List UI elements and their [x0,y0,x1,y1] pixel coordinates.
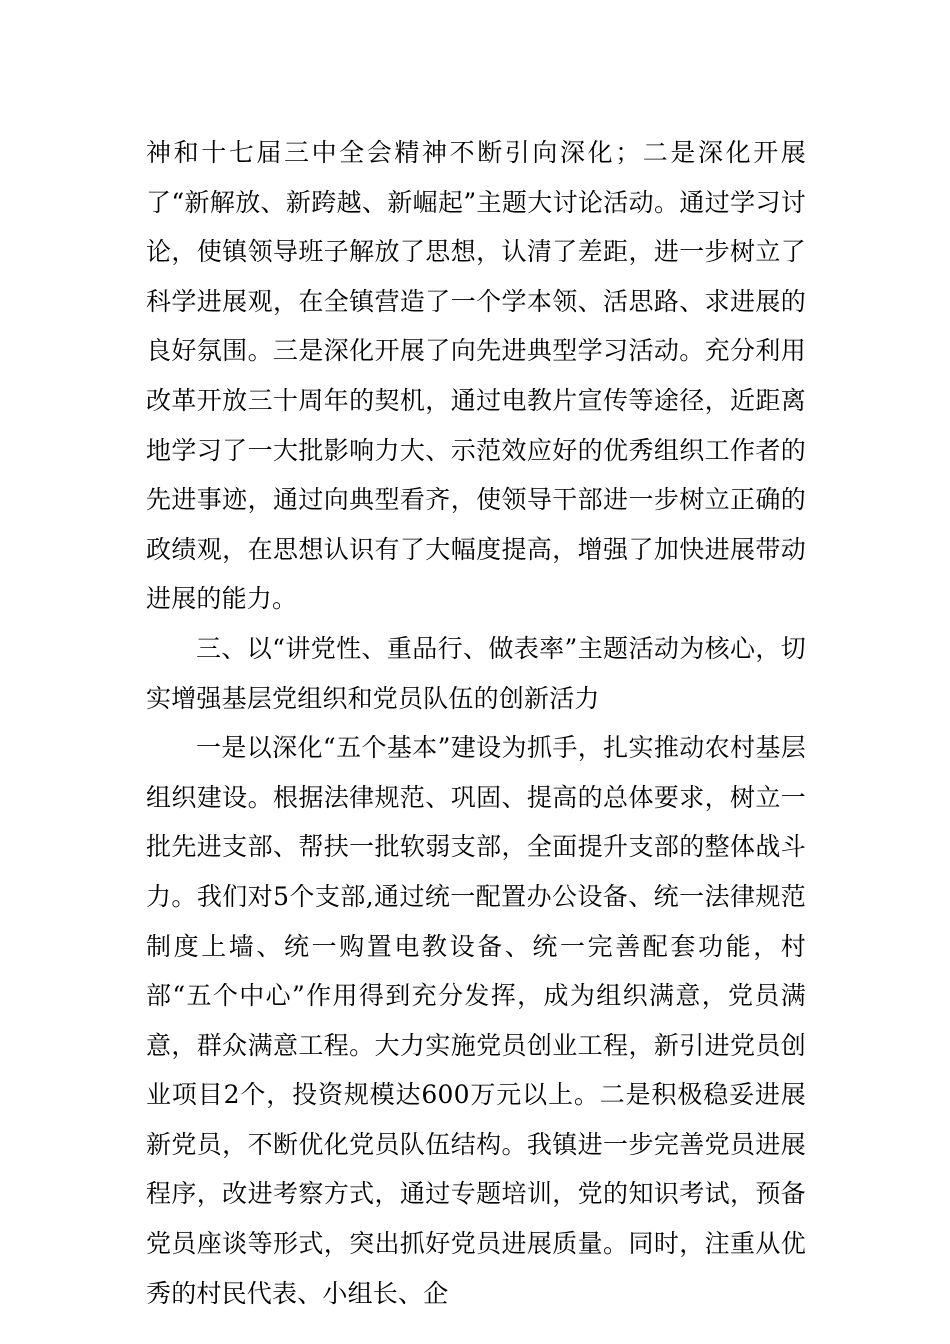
section-heading-three: 三、以“讲党性、重品行、做表率”主题活动为核心，切实增强基层党组织和党员队伍的创新活力 [146,633,806,713]
document-page [146,128,806,1318]
paragraph-continued: 神和十七届三中全会精神不断引向深化；二是深化开展了“新解放、新跨越、新崛起”主题大讨论活动。通过学习讨论，使镇领导班子解放了思想，认清了差距，进一步树立了科学进展观，在全镇营造了一个学本领、活思路、求进展的良好氛围。三是深化开展了向先进典型学习活动。充分利用改革开放三十周年的契机，通过电教片宣传等途径，近距离地学习了一大批影响力大、示范效应好的优秀组织工作者的先进事迹，通过向典型看齐，使领导干部进一步树立正确的政绩观，在思想认识有了大幅度提高，增强了加快进展带动进展的能力。 [146,138,806,614]
paragraph-body: 一是以深化“五个基本”建设为抓手，扎实推动农村基层组织建设。根据法律规范、巩固、提高的总体要求，树立一批先进支部、帮扶一批软弱支部，全面提升支部的整体战斗力。我们对5个支部,通过统一配置办公设备、统一法律规范制度上墙、统一购置电教设备、统一完善配套功能，村部“五个中心”作用得到充分发挥，成为组织满意，党员满意，群众满意工程。大力实施党员创业工程，新引进党员创业项目2个，投资规模达600万元以上。二是积极稳妥进展新党员，不断优化党员队伍结构。我镇进一步完善党员进展程序，改进考察方式，通过专题培训，党的知识考试，预备党员座谈等形式，突出抓好党员进展质量。同时，注重从优秀的村民代表、小组长、企 [146,733,806,1308]
